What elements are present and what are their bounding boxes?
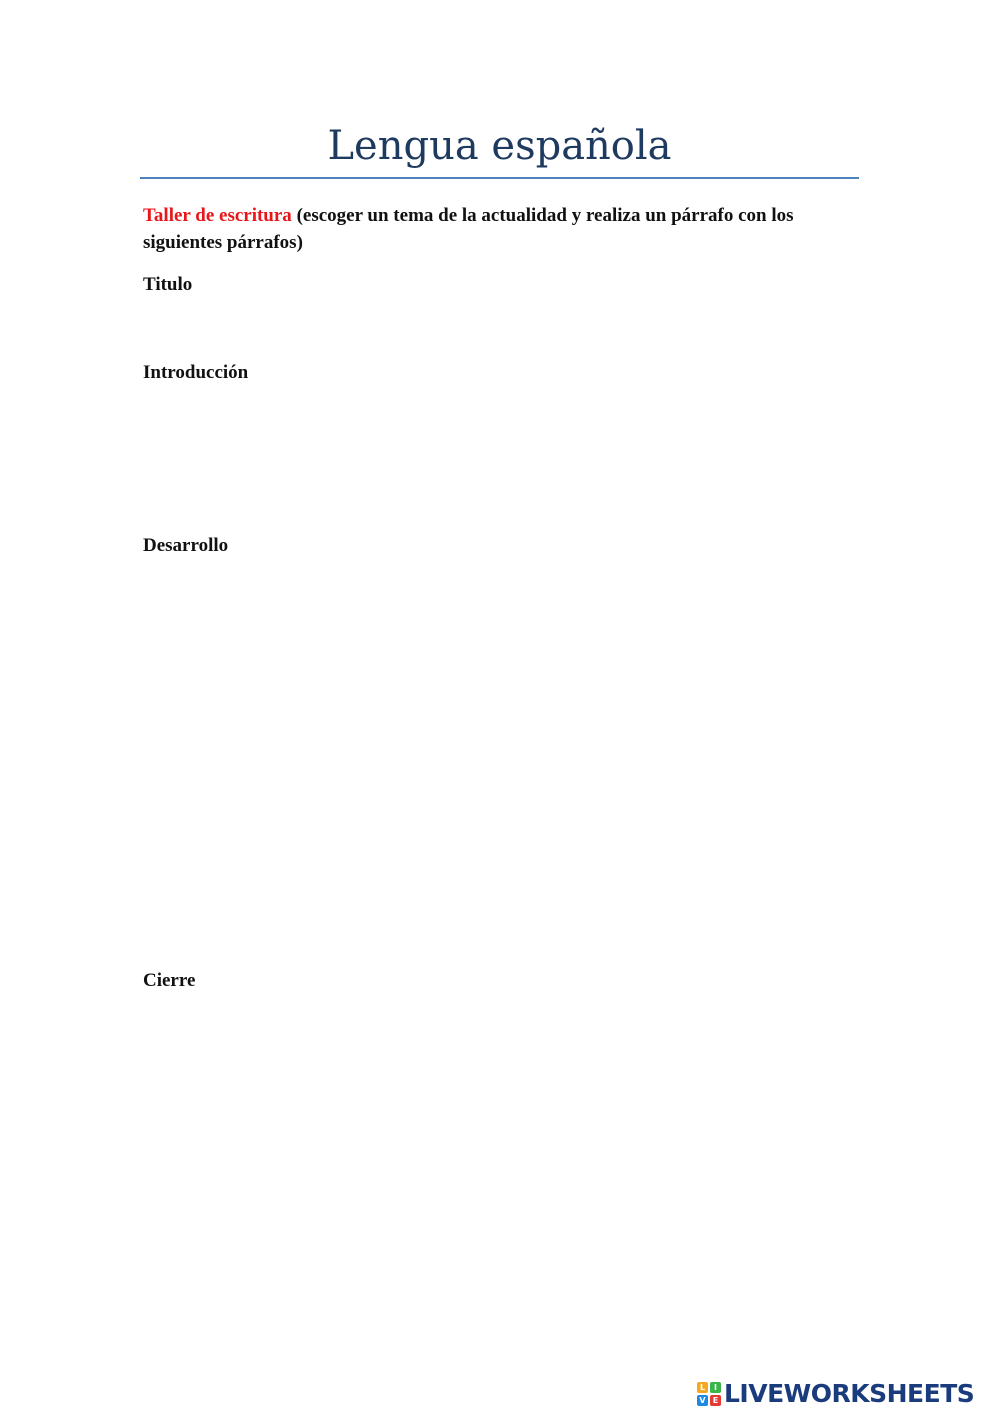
answer-area-cierre[interactable]	[143, 996, 858, 1296]
section-label-desarrollo: Desarrollo	[143, 535, 229, 556]
section-label-titulo: Titulo	[143, 274, 193, 295]
answer-area-desarrollo[interactable]	[143, 561, 858, 961]
section-label-introduccion: Introducción	[143, 362, 249, 383]
liveworksheets-brand: LIVEWORKSHEETS	[724, 1379, 975, 1408]
logo-tile-e: E	[710, 1395, 721, 1406]
answer-area-introduccion[interactable]	[143, 388, 858, 528]
instruction-paragraph	[143, 202, 858, 256]
logo-tile-i: I	[710, 1382, 721, 1393]
instruction-lead: Taller de escritura	[143, 205, 292, 226]
logo-tile-l: L	[697, 1382, 708, 1393]
section-label-cierre: Cierre	[143, 970, 196, 991]
page-title: Lengua española	[327, 123, 672, 169]
liveworksheets-logo	[697, 1378, 974, 1410]
title-underline	[140, 177, 859, 179]
liveworksheets-logo-icon	[697, 1382, 721, 1406]
instruction-text: (escoger un tema de la actualidad y realiza un párrafo con los siguientes párrafos)	[143, 205, 794, 253]
logo-tile-v: V	[697, 1395, 708, 1406]
answer-area-titulo[interactable]	[143, 300, 858, 355]
